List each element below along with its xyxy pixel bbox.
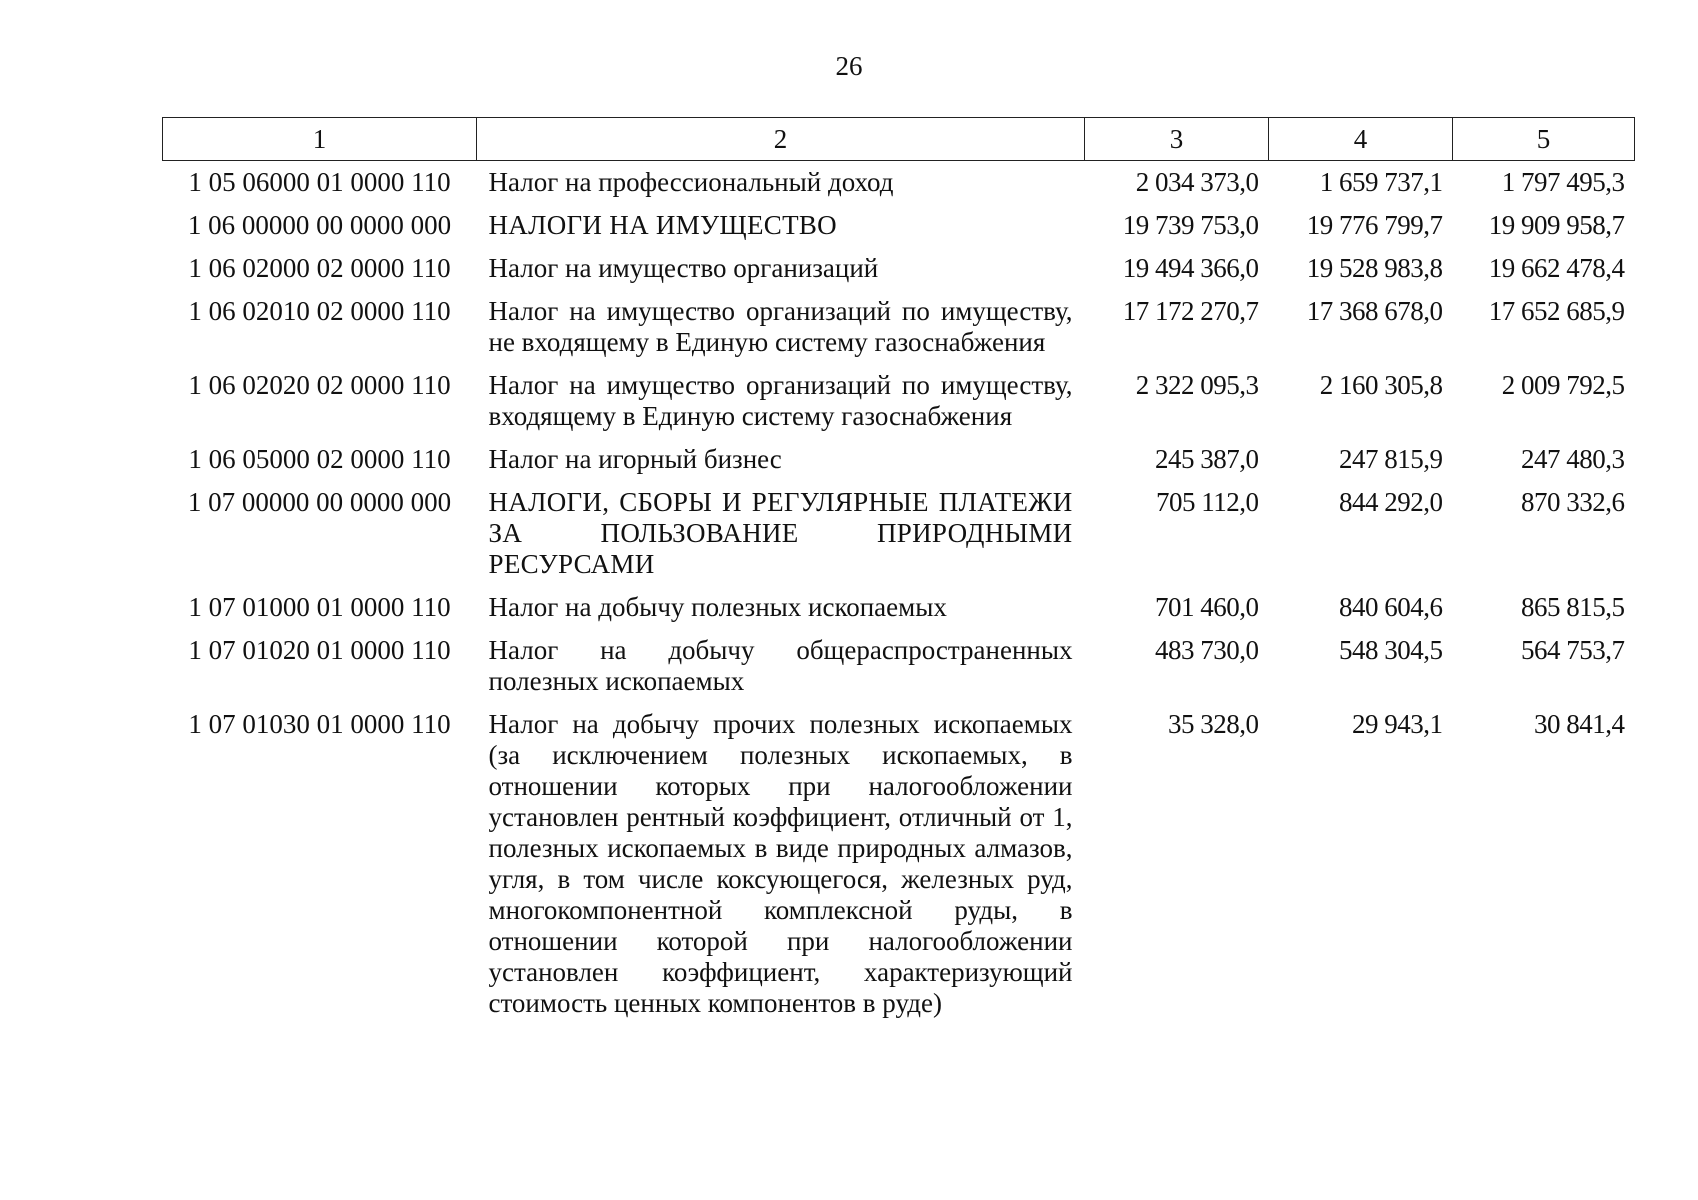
revenue-name: НАЛОГИ, СБОРЫ И РЕГУЛЯРНЫЕ ПЛАТЕЖИ ЗА ПОЛЬЗОВАНИЕ ПРИРОДНЫМИ РЕСУРСАМИ bbox=[488, 487, 1073, 579]
amount-col4: 2 160 305,8 bbox=[1319, 370, 1443, 400]
revenue-name: Налог на добычу общераспространенных полезных ископаемых bbox=[488, 635, 1073, 696]
amount-col4: 1 659 737,1 bbox=[1319, 167, 1443, 197]
amount-col3: 35 328,0 bbox=[1168, 709, 1259, 739]
budget-code: 1 06 00000 00 0000 000 bbox=[187, 210, 452, 240]
table-row bbox=[163, 709, 1635, 1031]
amount-col3: 245 387,0 bbox=[1155, 444, 1259, 474]
table-row bbox=[163, 444, 1635, 487]
table-row bbox=[163, 253, 1635, 296]
revenue-name: Налог на профессиональный доход bbox=[488, 167, 894, 197]
amount-col5: 1 797 495,3 bbox=[1501, 167, 1625, 197]
revenue-name: Налог на имущество организаций bbox=[488, 253, 879, 283]
column-header-3: 3 bbox=[1085, 118, 1269, 161]
amount-col5: 247 480,3 bbox=[1521, 444, 1625, 474]
amount-col3: 2 322 095,3 bbox=[1135, 370, 1259, 400]
amount-col3: 483 730,0 bbox=[1155, 635, 1259, 665]
table-row bbox=[163, 635, 1635, 709]
budget-code: 1 05 06000 01 0000 110 bbox=[188, 167, 451, 197]
amount-col5: 870 332,6 bbox=[1521, 487, 1625, 517]
amount-col4: 844 292,0 bbox=[1339, 487, 1443, 517]
amount-col4: 840 604,6 bbox=[1339, 592, 1443, 622]
amount-col4: 17 368 678,0 bbox=[1306, 296, 1443, 326]
budget-code: 1 06 05000 02 0000 110 bbox=[188, 444, 451, 474]
column-header-2: 2 bbox=[477, 118, 1085, 161]
budget-code: 1 06 02000 02 0000 110 bbox=[188, 253, 451, 283]
amount-col5: 19 662 478,4 bbox=[1488, 253, 1625, 283]
amount-col3: 701 460,0 bbox=[1155, 592, 1259, 622]
amount-col4: 29 943,1 bbox=[1352, 709, 1443, 739]
revenue-name: НАЛОГИ НА ИМУЩЕСТВО bbox=[488, 210, 837, 240]
budget-code: 1 06 02020 02 0000 110 bbox=[188, 370, 451, 400]
budget-code: 1 06 02010 02 0000 110 bbox=[188, 296, 451, 326]
table-row bbox=[163, 210, 1635, 253]
revenue-name: Налог на игорный бизнес bbox=[488, 444, 782, 474]
amount-col5: 17 652 685,9 bbox=[1488, 296, 1625, 326]
amount-col4: 19 528 983,8 bbox=[1306, 253, 1443, 283]
amount-col5: 2 009 792,5 bbox=[1501, 370, 1625, 400]
amount-col3: 705 112,0 bbox=[1156, 487, 1259, 517]
budget-code: 1 07 01030 01 0000 110 bbox=[188, 709, 451, 739]
amount-col5: 30 841,4 bbox=[1534, 709, 1625, 739]
column-header-4: 4 bbox=[1269, 118, 1453, 161]
amount-col3: 17 172 270,7 bbox=[1122, 296, 1259, 326]
amount-col3: 19 494 366,0 bbox=[1122, 253, 1259, 283]
revenue-name: Налог на имущество организаций по имуществу, не входящему в Единую систему газоснабжения bbox=[488, 296, 1073, 357]
amount-col4: 548 304,5 bbox=[1339, 635, 1443, 665]
budget-code: 1 07 01020 01 0000 110 bbox=[188, 635, 451, 665]
page-number: 26 bbox=[835, 51, 863, 81]
table-row bbox=[163, 487, 1635, 592]
column-header-1: 1 bbox=[163, 118, 477, 161]
amount-col3: 2 034 373,0 bbox=[1135, 167, 1259, 197]
revenue-name: Налог на имущество организаций по имуществу, входящему в Единую систему газоснабжения bbox=[488, 370, 1073, 431]
amount-col4: 19 776 799,7 bbox=[1306, 210, 1443, 240]
table-row bbox=[163, 592, 1635, 635]
column-header-5: 5 bbox=[1453, 118, 1635, 161]
budget-code: 1 07 01000 01 0000 110 bbox=[188, 592, 451, 622]
amount-col4: 247 815,9 bbox=[1339, 444, 1443, 474]
amount-col5: 564 753,7 bbox=[1521, 635, 1625, 665]
budget-code: 1 07 00000 00 0000 000 bbox=[187, 487, 452, 517]
table-row bbox=[163, 296, 1635, 370]
revenue-name: Налог на добычу прочих полезных ископаемых (за исключением полезных ископаемых, в отношении которых при налогообложении установлен рентный коэффициент, отличный от 1, полезных ископаемых в виде природных алмазов, угля, в том числе коксующегося, железных руд, многокомпонентной комплексной руды, в отношении которой при налогообложении установлен коэффициент, характеризующий стоимость ценных компонентов в руде) bbox=[488, 709, 1073, 1018]
amount-col3: 19 739 753,0 bbox=[1122, 210, 1259, 240]
table-row bbox=[163, 161, 1635, 211]
amount-col5: 865 815,5 bbox=[1521, 592, 1625, 622]
amount-col5: 19 909 958,7 bbox=[1488, 210, 1625, 240]
revenue-name: Налог на добычу полезных ископаемых bbox=[488, 592, 947, 622]
column-number-header-row bbox=[163, 118, 1635, 161]
revenue-table bbox=[162, 117, 1635, 1031]
table-row bbox=[163, 370, 1635, 444]
